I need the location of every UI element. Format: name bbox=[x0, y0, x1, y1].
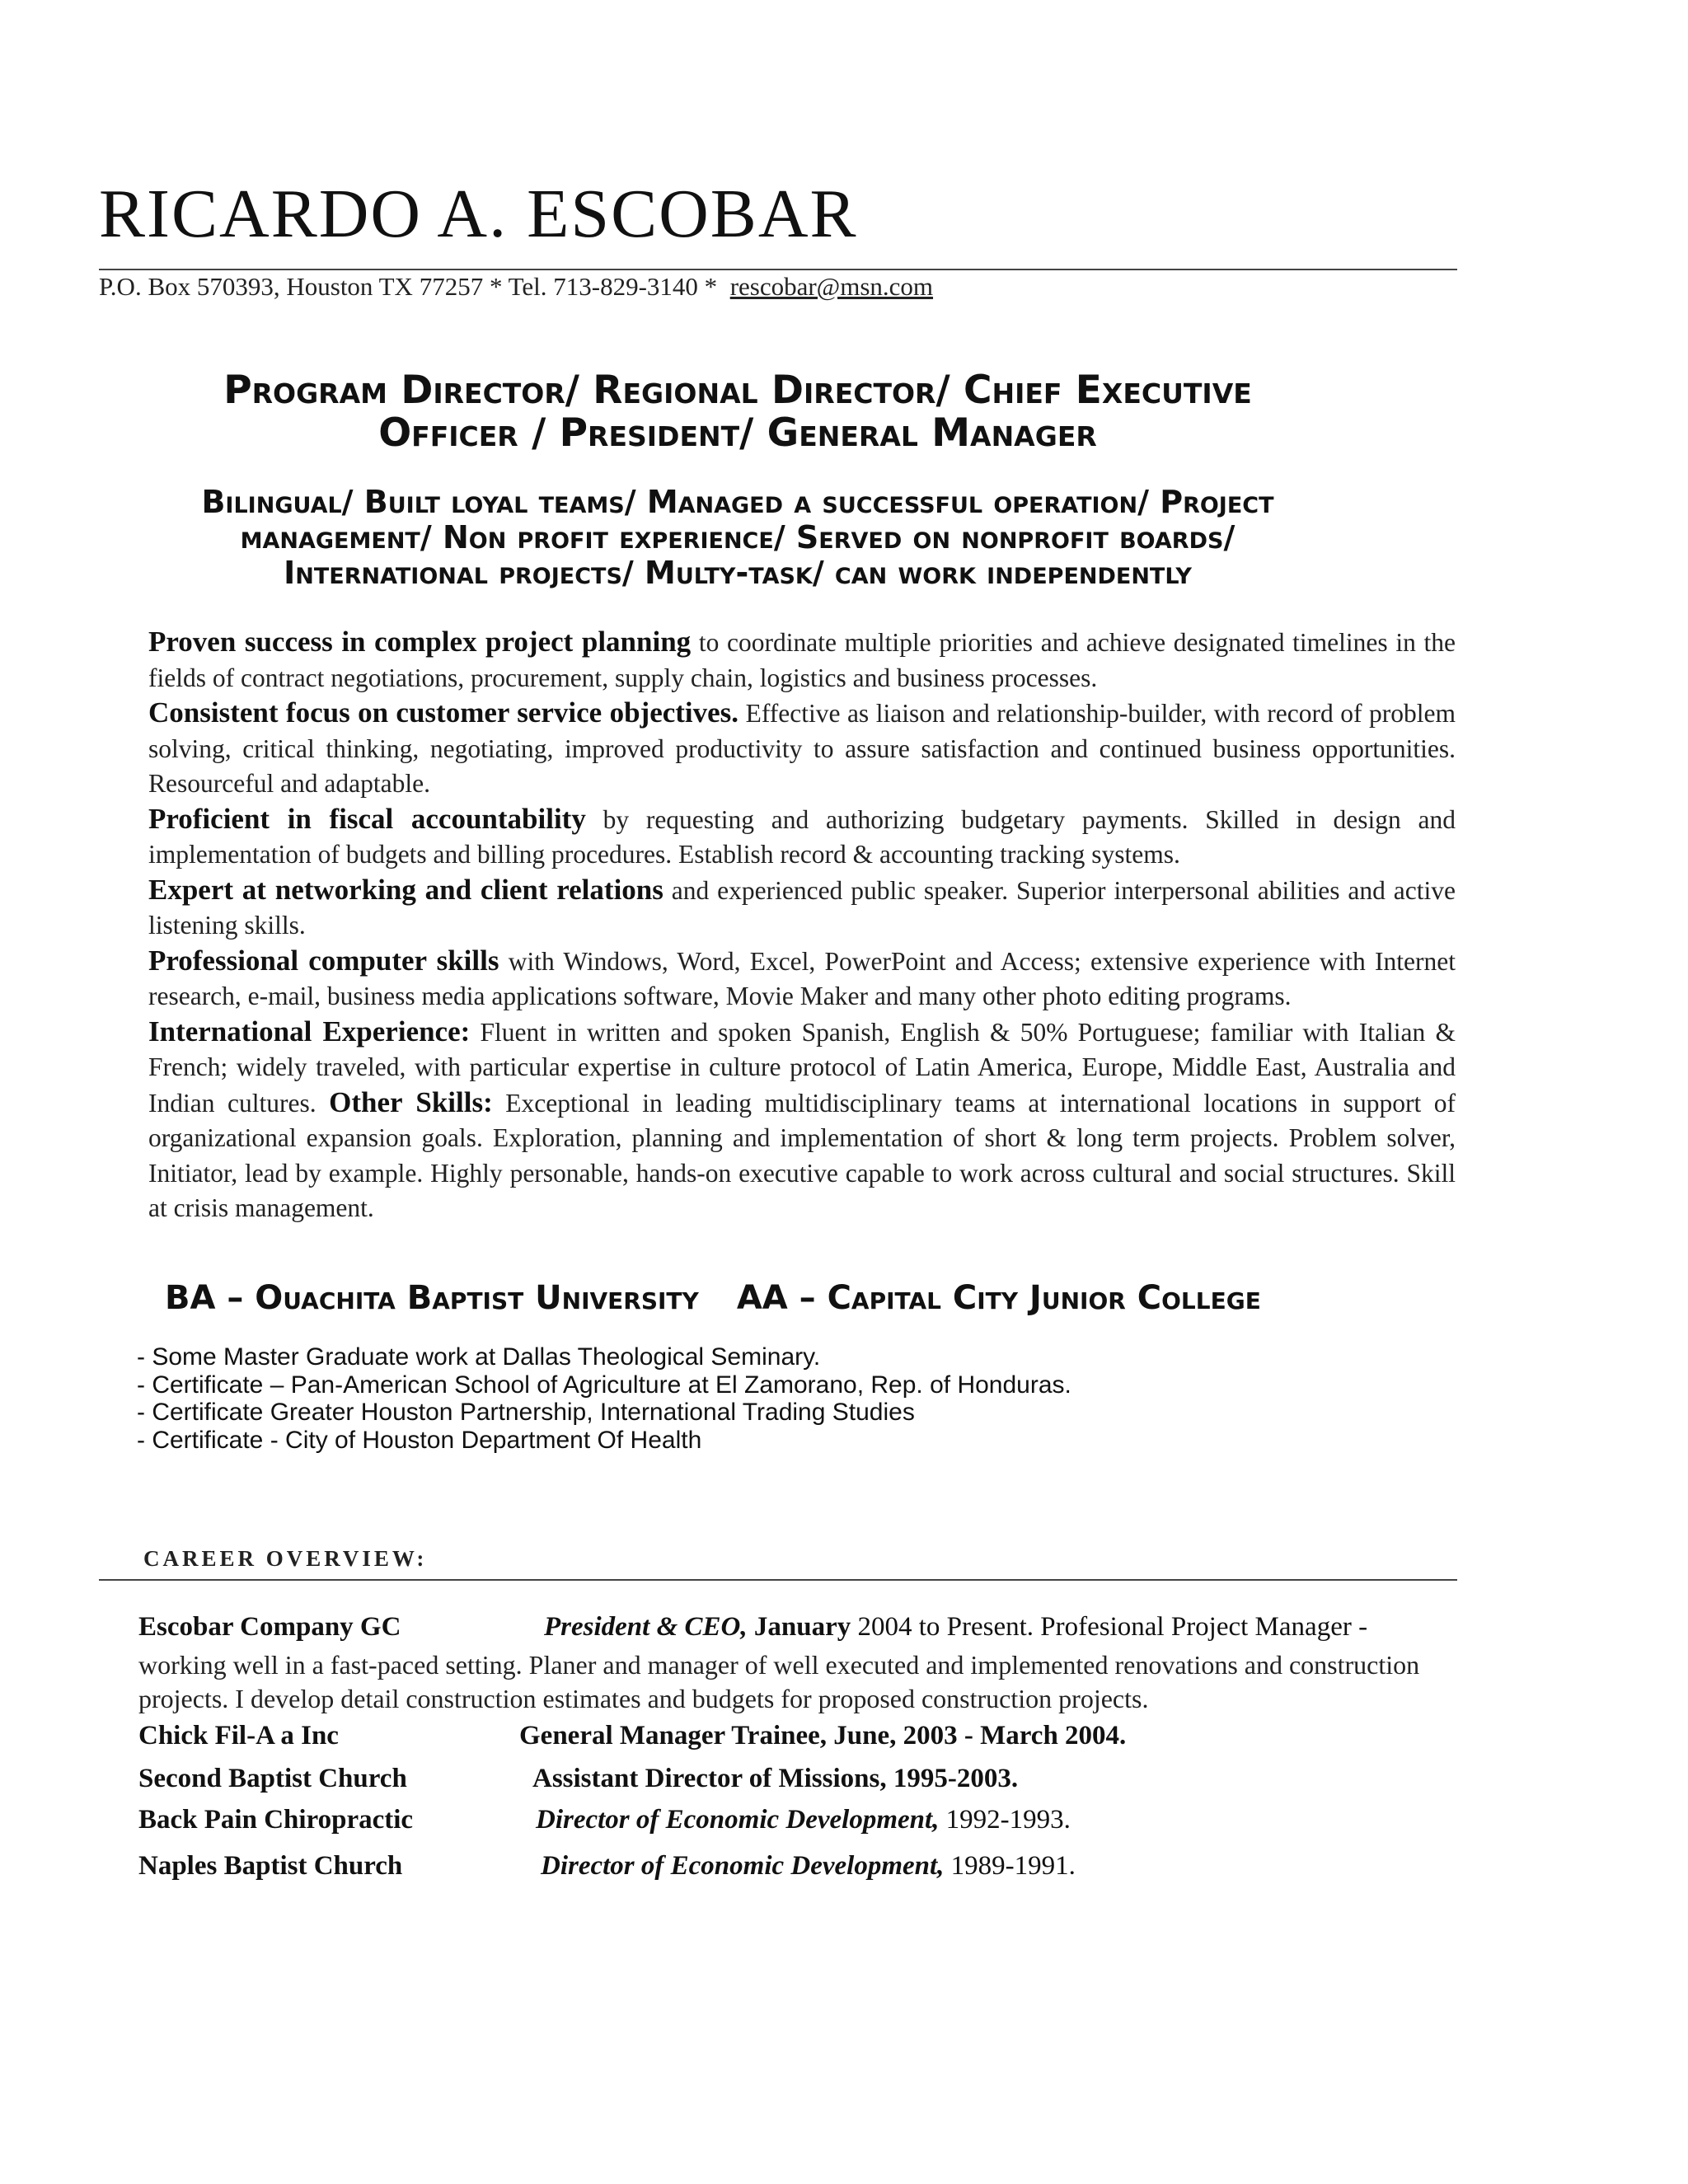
summary-text: and experienced public speaker. Superior interpersonal abilities and active listening skills. bbox=[148, 875, 1456, 940]
job-entry bbox=[138, 1764, 1019, 1794]
summary-lead: Proficient in fiscal accountability bbox=[148, 802, 586, 835]
summary-paragraph bbox=[148, 802, 1456, 873]
degree-ba: BA – Ouachita Baptist University bbox=[165, 1279, 699, 1317]
job-title: Assistant Director of Missions, 1995-2003. bbox=[532, 1764, 1019, 1793]
skills-line-1: Bilingual/ Built loyal teams/ Managed a successful operation/ Project bbox=[201, 484, 1274, 520]
summary-paragraph bbox=[148, 944, 1456, 1015]
job-dates: 2004 to Present. Profesional Project Manager - bbox=[851, 1612, 1368, 1642]
summary-lead: Proven success in complex project planning bbox=[148, 626, 692, 658]
job-title: General Manager Trainee, June, 2003 - March 2004. bbox=[519, 1721, 1127, 1750]
summary-paragraph bbox=[148, 1015, 1456, 1226]
job-role bbox=[541, 1851, 1076, 1882]
job-start-month: January bbox=[753, 1612, 851, 1642]
titles-line-2: Officer / President/ General Manager bbox=[378, 410, 1097, 456]
job-title: President & CEO, bbox=[544, 1612, 748, 1642]
certification-item: - Certificate Greater Houston Partnership, International Trading Studies bbox=[137, 1399, 915, 1426]
summary-lead: Expert at networking and client relations bbox=[148, 873, 663, 906]
candidate-name: RICARDO A. ESCOBAR bbox=[99, 176, 858, 252]
job-description: working well in a fast-paced setting. Planer and manager of well executed and implemented renovations and construction projects. I develop detail construction estimates and budgets for proposed construction projects. bbox=[138, 1650, 1420, 1713]
job-entry bbox=[138, 1851, 1076, 1882]
job-title: Director of Economic Development, bbox=[536, 1805, 940, 1835]
summary-paragraph bbox=[148, 696, 1456, 802]
job-dates: 1992-1993. bbox=[939, 1805, 1071, 1835]
career-overview-heading: CAREER OVERVIEW: bbox=[143, 1546, 428, 1571]
titles-line-1: Program Director/ Regional Director/ Chief Executive bbox=[223, 368, 1252, 413]
career-divider bbox=[99, 1579, 1457, 1581]
contact-text: P.O. Box 570393, Houston TX 77257 * Tel. 713-829-3140 * bbox=[99, 272, 718, 301]
summary-lead-2: Other Skills: bbox=[329, 1085, 493, 1118]
job-company: Naples Baptist Church bbox=[138, 1851, 403, 1881]
job-company: Chick Fil-A a Inc bbox=[138, 1721, 339, 1750]
job-role bbox=[544, 1612, 1367, 1643]
summary-text: Fluent in written and spoken Spanish, English & 50% Portuguese; familiar with Italian & French; widely traveled, with particular expertise in culture protocol of Latin America, Europe, Middle East, Australia and Indian cultures. bbox=[148, 1017, 1456, 1118]
certification-item: - Certificate – Pan-American School of Agriculture at El Zamorano, Rep. of Honduras. bbox=[137, 1371, 1071, 1399]
summary-text: to coordinate multiple priorities and achieve designated timelines in the fields of contract negotiations, procurement, supply chain, logistics and business processes. bbox=[148, 628, 1456, 692]
job-entry bbox=[138, 1805, 1071, 1835]
summary-section bbox=[148, 625, 1456, 1226]
certification-item: - Some Master Graduate work at Dallas Theological Seminary. bbox=[137, 1343, 821, 1371]
contact-line bbox=[99, 272, 933, 302]
job-company: Back Pain Chiropractic bbox=[138, 1805, 414, 1835]
job-entry bbox=[138, 1612, 1368, 1643]
summary-lead: International Experience: bbox=[148, 1015, 471, 1047]
summary-paragraph bbox=[148, 625, 1456, 696]
job-entry bbox=[138, 1721, 1127, 1751]
header-divider bbox=[99, 269, 1457, 270]
email-link[interactable]: rescobar@msn.com bbox=[729, 272, 934, 301]
degrees bbox=[165, 1279, 1261, 1317]
summary-text: with Windows, Word, Excel, PowerPoint and Access; extensive experience with Internet research, e-mail, business media applications software, Movie Maker and many other photo editing programs. bbox=[148, 946, 1456, 1010]
job-dates: 1989-1991. bbox=[944, 1851, 1076, 1881]
job-role bbox=[536, 1805, 1071, 1835]
summary-text-2: Exceptional in leading multidisciplinary teams at international locations in support of organizational expansion goals. Exploration, planning and implementation of short & long term projects. Problem solver, Initiator, lead by example. Highly personable, hands-on executive capable to work across cultural and social structures. Skill at crisis management. bbox=[148, 1088, 1456, 1222]
summary-text: Effective as liaison and relationship-builder, with record of problem solving, critical thinking, negotiating, improved productivity to assure satisfaction and continued business opportunities. Resourceful and adaptable. bbox=[148, 699, 1456, 798]
certification-item: - Certificate - City of Houston Department Of Health bbox=[137, 1426, 702, 1454]
key-skills bbox=[92, 485, 1383, 591]
target-titles bbox=[99, 369, 1376, 455]
job-company: Second Baptist Church bbox=[138, 1764, 407, 1793]
skills-line-3: International projects/ Multy-task/ can work independently bbox=[284, 555, 1192, 591]
summary-text: by requesting and authorizing budgetary payments. Skilled in design and implementation of budgets and billing procedures. Establish record & accounting tracking systems. bbox=[148, 804, 1456, 869]
job-title: Director of Economic Development, bbox=[541, 1851, 945, 1881]
summary-lead: Consistent focus on customer service objectives. bbox=[148, 696, 739, 729]
skills-line-2: management/ Non profit experience/ Served on nonprofit boards/ bbox=[240, 519, 1236, 555]
summary-lead: Professional computer skills bbox=[148, 944, 499, 977]
job-company: Escobar Company GC bbox=[138, 1612, 401, 1642]
summary-paragraph bbox=[148, 873, 1456, 944]
certifications-list bbox=[137, 1343, 1071, 1454]
degree-aa: AA – Capital City Junior College bbox=[736, 1279, 1261, 1317]
